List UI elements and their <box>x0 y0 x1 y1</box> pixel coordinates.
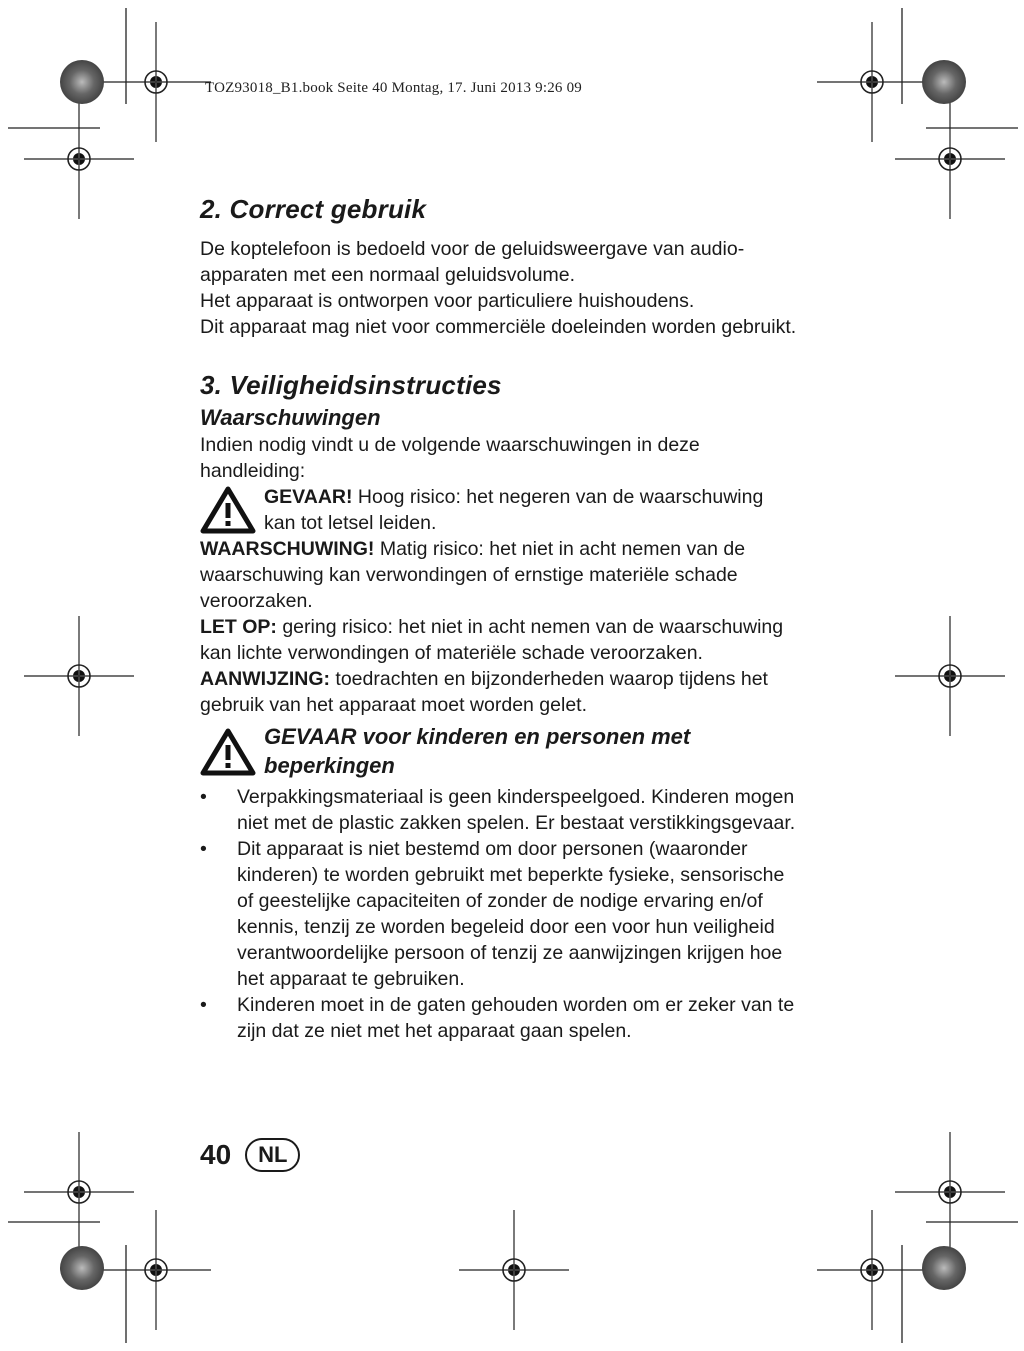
page-footer <box>200 1138 300 1172</box>
section-3-title: 3. Veiligheidsinstructies <box>200 370 502 400</box>
warning-text: toedrachten en bijzonderheden waarop tijdens het gebruik van het apparaat moet worden gelet. <box>200 668 768 716</box>
page-number: 40 <box>200 1139 232 1170</box>
children-danger-heading-row <box>200 718 800 780</box>
warning-label: GEVAAR! <box>264 486 353 508</box>
warning-triangle-icon <box>200 486 258 534</box>
warning-label: AANWIJZING: <box>200 668 330 690</box>
section-2-paragraph: Het apparaat is ontworpen voor particuliere huishoudens. <box>200 290 695 312</box>
children-danger-heading: GEVAAR voor kinderen en personen met beperkingen <box>264 724 691 778</box>
page-content <box>200 192 800 1044</box>
print-job-header: TOZ93018_B1.book Seite 40 Montag, 17. Juni 2013 9:26 09 <box>205 80 582 96</box>
section-2-paragraph: De koptelefoon is bedoeld voor de geluidsweergave van audio-apparaten met een normaal geluidsvolume. <box>200 238 745 286</box>
warning-triangle-icon <box>200 720 258 776</box>
list-item: • Dit apparaat is niet bestemd om door personen (waaronder kinderen) te worden gebruikt met beperkte fysieke, sensorische of geestelijke capaciteiten of zonder de nodige ervaring en/of kennis, tenzij ze worden begeleid door een voor hun veiligheid verantwoordelijke persoon of tenzij ze aanwijzingen krijgen hoe het apparaat te gebruiken. <box>200 836 800 992</box>
list-item: • Kinderen moet in de gaten gehouden worden om er zeker van te zijn dat ze niet met het apparaat gaan spelen. <box>200 992 800 1044</box>
warning-text: Matig risico: het niet in acht nemen van de waarschuwing kan verwondingen of ernstige materiële schade veroorzaken. <box>200 538 746 612</box>
warnings-intro: Indien nodig vindt u de volgende waarschuwingen in deze handleiding: <box>200 434 700 482</box>
section-2-title: 2. Correct gebruik <box>200 194 427 224</box>
danger-warning-row <box>200 484 800 536</box>
warning-level-danger <box>264 484 800 536</box>
list-item: • Verpakkingsmateriaal is geen kinderspeelgoed. Kinderen mogen niet met de plastic zakken spelen. Er bestaat verstikkingsgevaar. <box>200 784 800 836</box>
warning-level-note <box>200 666 800 718</box>
warning-text: gering risico: het niet in acht nemen van de waarschuwing kan lichte verwondingen of materiële schade veroorzaken. <box>200 616 784 664</box>
warning-level-warning <box>200 536 800 614</box>
children-danger-list <box>200 784 800 1044</box>
section-2-paragraph: Dit apparaat mag niet voor commerciële doeleinden worden gebruikt. <box>200 316 797 338</box>
warning-level-caution <box>200 614 800 666</box>
section-safety <box>200 368 800 1044</box>
warning-label: LET OP: <box>200 616 277 638</box>
language-badge: NL <box>245 1138 300 1172</box>
warnings-subtitle: Waarschuwingen <box>200 405 381 430</box>
warning-label: WAARSCHUWING! <box>200 538 375 560</box>
warning-text: Hoog risico: het negeren van de waarschuwing kan tot letsel leiden. <box>264 486 764 534</box>
section-correct-use <box>200 192 800 340</box>
